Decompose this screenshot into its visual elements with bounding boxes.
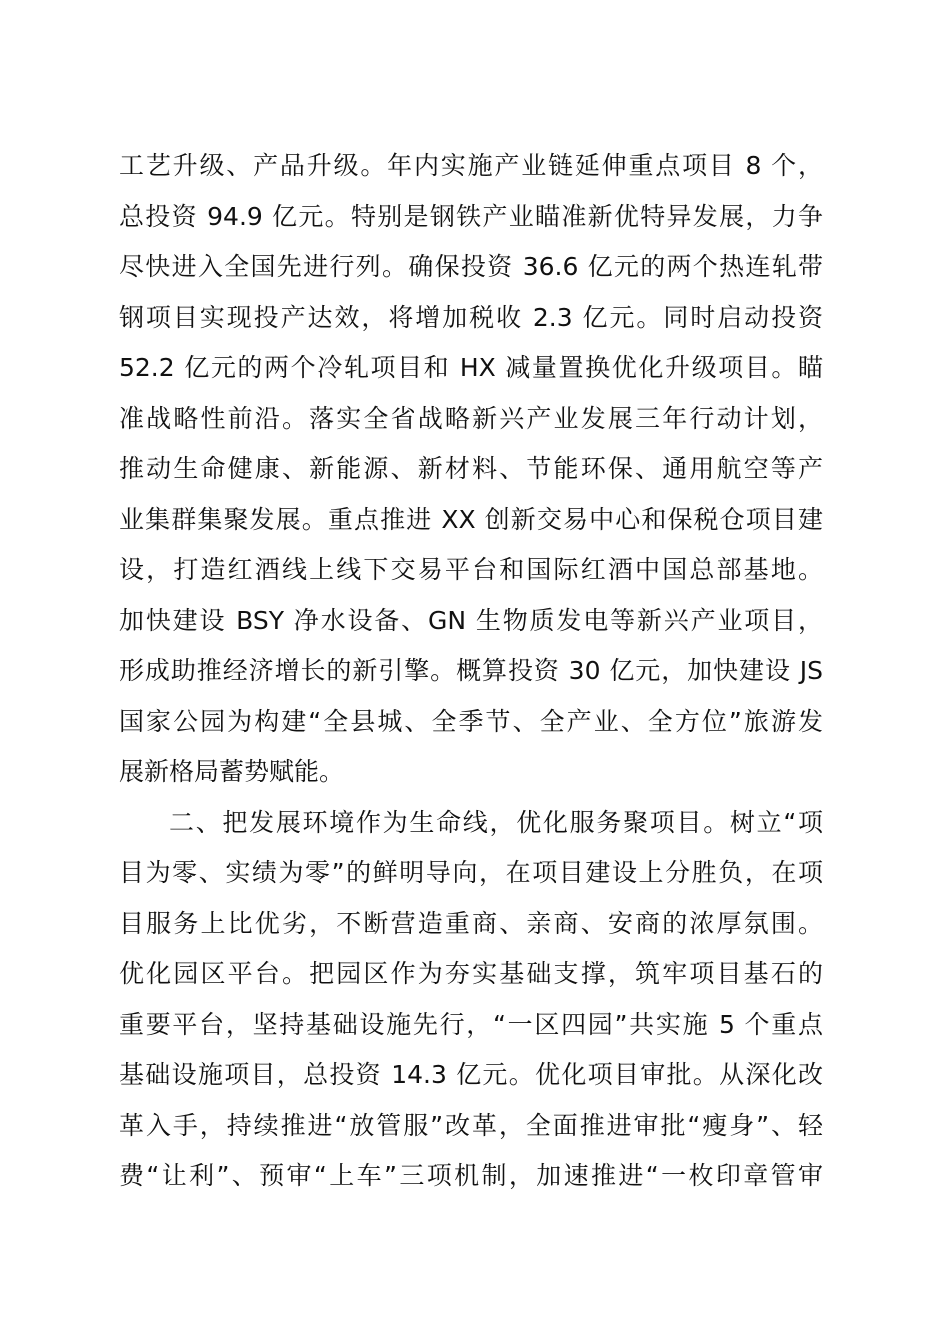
text-line: 钢项目实现投产达效，将增加税收 2.3 亿元。同时启动投资 [119,302,823,332]
body-text [119,141,823,1202]
text-line: 重要平台，坚持基础设施先行，“一区四园”共实施 5 个重点 [119,1009,823,1039]
text-line: 形成助推经济增长的新引擎。概算投资 30 亿元，加快建设 JS [119,656,823,685]
text-line: 加快建设 BSY 净水设备、GN 生物质发电等新兴产业项目， [119,605,823,635]
text-line: 总投资 94.9 亿元。特别是钢铁产业瞄准新优特异发展，力争 [119,201,823,231]
text-line: 展新格局蓄势赋能。 [119,757,345,786]
text-line: 优化园区平台。把园区作为夯实基础支撑，筑牢项目基石的 [119,959,823,988]
text-line: 业集群集聚发展。重点推进 XX 创新交易中心和保税仓项目建 [119,504,823,534]
text-line: 基础设施项目，总投资 14.3 亿元。优化项目审批。从深化改 [119,1060,823,1089]
text-line: 目为零、实绩为零”的鲜明导向，在项目建设上分胜负，在项 [119,858,823,887]
text-line: 推动生命健康、新能源、新材料、节能环保、通用航空等产 [119,454,823,483]
text-line: 设，打造红酒线上线下交易平台和国际红酒中国总部基地。 [119,555,823,584]
paragraph-start-line: 二、把发展环境作为生命线，优化服务聚项目。树立“项 [169,807,823,837]
text-line: 准战略性前沿。落实全省战略新兴产业发展三年行动计划， [119,403,823,433]
text-line: 革入手，持续推进“放管服”改革，全面推进审批“瘦身”、轻 [119,1110,823,1140]
text-line: 国家公园为构建“全县城、全季节、全产业、全方位”旅游发 [119,706,823,736]
text-line: 工艺升级、产品升级。年内实施产业链延伸重点项目 8 个， [119,151,823,180]
text-line: 尽快进入全国先进行列。确保投资 36.6 亿元的两个热连轧带 [119,252,823,281]
text-line: 目服务上比优劣，不断营造重商、亲商、安商的浓厚氛围。 [119,908,823,938]
text-line: 费“让利”、预审“上车”三项机制，加速推进“一枚印章管审 [119,1161,823,1190]
text-line: 52.2 亿元的两个冷轧项目和 HX 减量置换优化升级项目。瞄 [119,353,823,382]
